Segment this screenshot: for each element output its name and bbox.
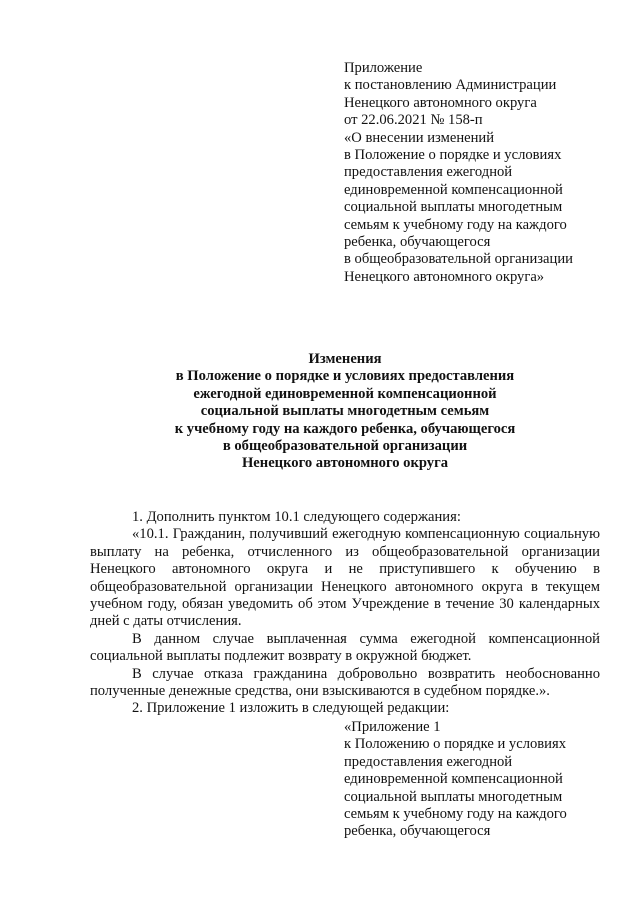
paragraph-clause-10-1: «10.1. Гражданин, получивший ежегодную компенсационную социальную выплату на ребенка, отчисленного из общеобразовательной организации Ненецкого автономного округа и не приступившего к обучению в общеобразовательной организации Ненецкого автономного округа в текущем учебном году, обязан уведомить об этом Учреждение в течение 30 календарных дней с даты отчисления.	[90, 526, 600, 630]
appendix-header	[344, 60, 614, 286]
appendix-header-line: Ненецкого автономного округа»	[344, 268, 545, 285]
title-line: Ненецкого автономного округа	[241, 455, 449, 472]
title-line: в Положение о порядке и условиях предоставления	[175, 368, 515, 385]
appendix-header-line: семьям к учебному году на каждого	[344, 216, 567, 233]
title-line: социальной выплаты многодетным семьям	[200, 403, 490, 420]
paragraph-refund: В данном случае выплаченная сумма ежегодной компенсационной социальной выплаты подлежит возврату в окружной бюджет.	[90, 630, 600, 665]
appendix-header-line: предоставления ежегодной	[344, 164, 513, 181]
appendix-header-line: в Положение о порядке и условиях	[344, 147, 562, 164]
sub-appendix-line: к Положению о порядке и условиях	[344, 736, 566, 753]
sub-appendix-line: ребенка, обучающегося	[344, 823, 491, 840]
sub-appendix-line: единовременной компенсационной	[344, 771, 563, 788]
sub-appendix-line: семьям к учебному году на каждого	[344, 806, 567, 823]
appendix-header-line: ребенка, обучающегося	[344, 234, 491, 251]
appendix-header-line: социальной выплаты многодетным	[344, 199, 563, 216]
document-body	[90, 509, 600, 718]
appendix-header-line: «О внесении изменений	[344, 129, 495, 146]
appendix-header-line: к постановлению Администрации	[344, 77, 557, 94]
title-line: в общеобразовательной организации	[222, 438, 468, 455]
title-line: Изменения	[308, 351, 382, 367]
document-title	[90, 351, 600, 473]
appendix-header-line: от 22.06.2021 № 158-п	[344, 112, 483, 129]
appendix-header-line: Приложение	[344, 60, 423, 76]
paragraph-court: В случае отказа гражданина добровольно возвратить необоснованно полученные денежные средства, они взыскиваются в судебном порядке.».	[90, 665, 600, 700]
sub-appendix-line: «Приложение 1	[344, 719, 441, 735]
sub-appendix-line: предоставления ежегодной	[344, 753, 513, 770]
title-line: к учебному году на каждого ребенка, обучающегося	[174, 420, 516, 437]
sub-appendix-line: социальной выплаты многодетным	[344, 788, 563, 805]
sub-appendix-header	[344, 719, 614, 841]
appendix-header-line: Ненецкого автономного округа	[344, 94, 537, 111]
title-line: ежегодной единовременной компенсационной	[193, 385, 497, 402]
appendix-header-line: в общеобразовательной организации	[344, 251, 573, 268]
paragraph-item-1: 1. Дополнить пунктом 10.1 следующего содержания:	[132, 509, 461, 525]
appendix-header-line: единовременной компенсационной	[344, 181, 563, 198]
paragraph-item-2: 2. Приложение 1 изложить в следующей редакции:	[132, 700, 450, 717]
